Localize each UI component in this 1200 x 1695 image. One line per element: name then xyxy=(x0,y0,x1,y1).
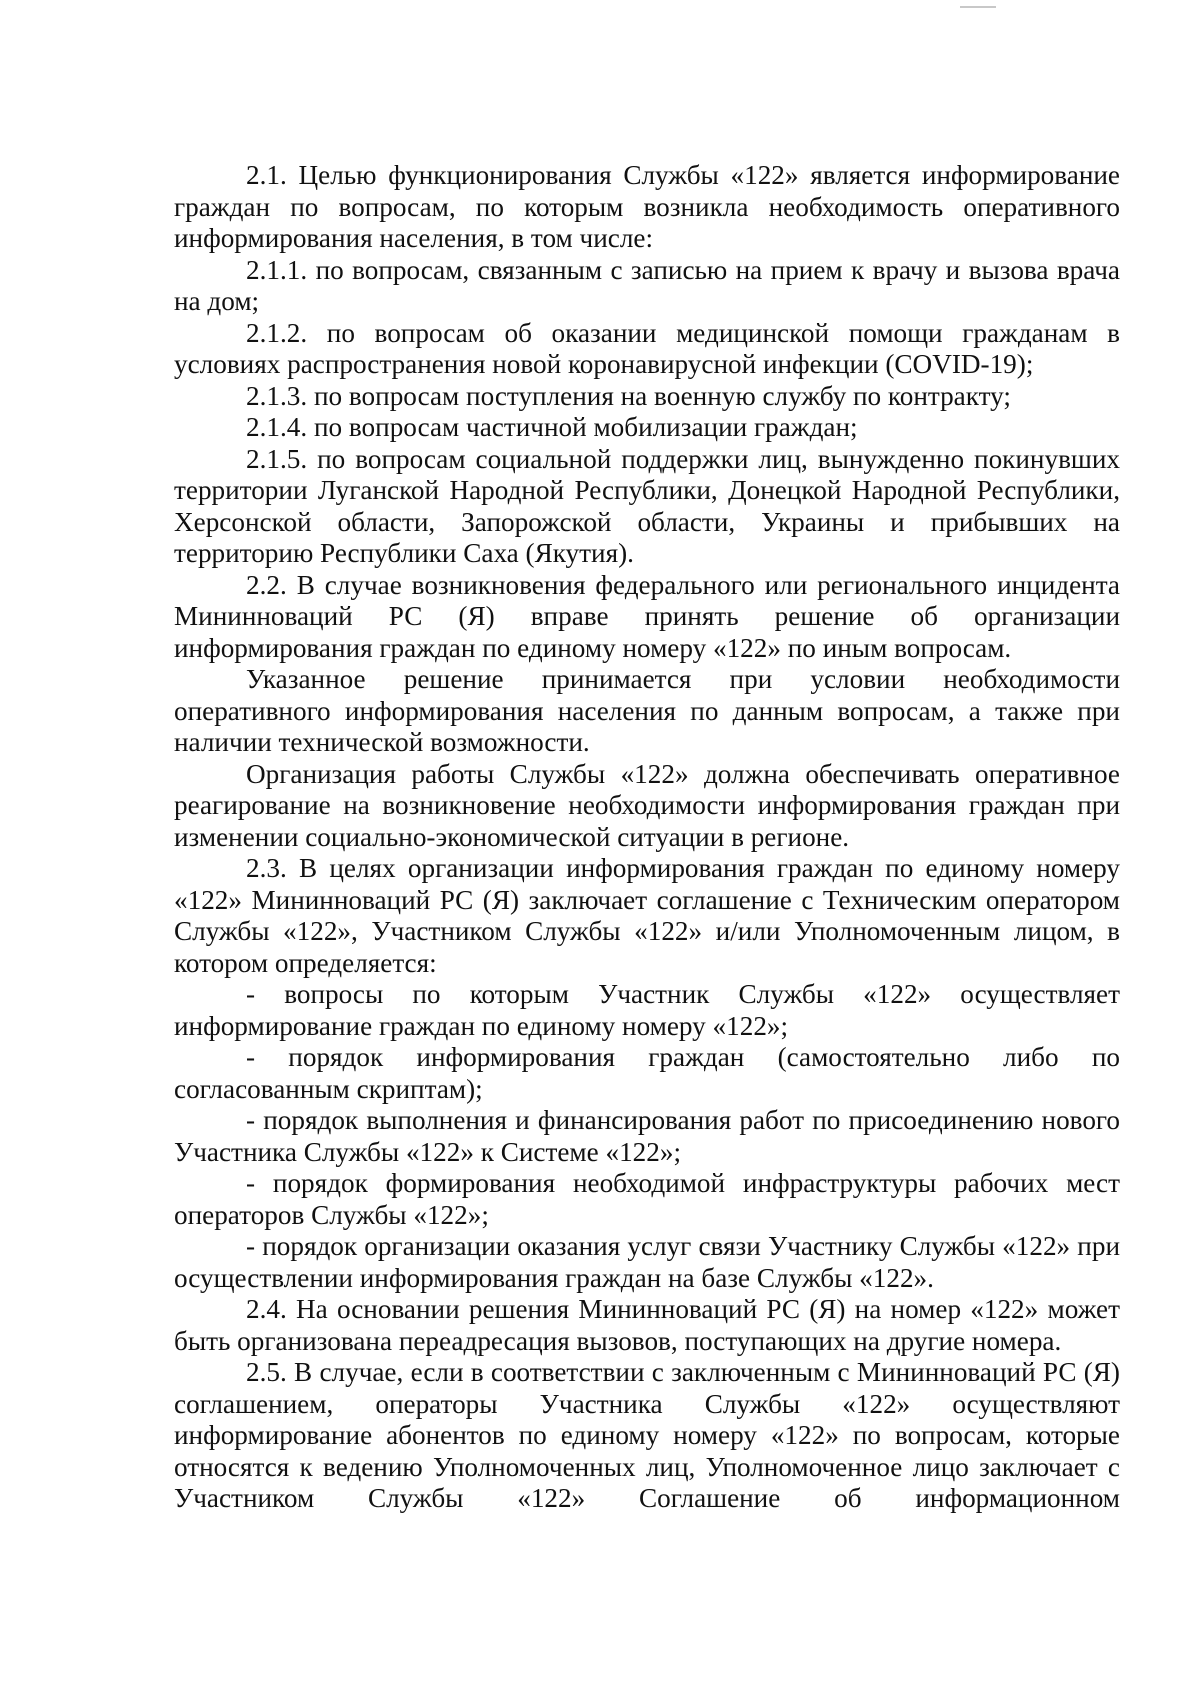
paragraph-2-3: 2.3. В целях организации информирования граждан по единому номеру «122» Мининноваций РС (Я) заключает соглашение с Техническим оператором Службы «122», Участником Службы «122» и/или Уполномоченным лицом, в котором определяется: xyxy=(174,853,1120,978)
paragraph-2-1-2: 2.1.2. по вопросам об оказании медицинской помощи гражданам в условиях распространения новой коронавирусной инфекции (COVID-19); xyxy=(174,317,1120,379)
paragraph-2-1-1: 2.1.1. по вопросам, связанным с записью на прием к врачу и вызова врача на дом; xyxy=(174,254,1120,316)
paragraph-2-1-4: 2.1.4. по вопросам частичной мобилизации граждан; xyxy=(246,412,858,442)
paragraph-decision: Указанное решение принимается при условии необходимости оперативного информирования населения по данным вопросам, а также при наличии технической возможности. xyxy=(174,664,1120,757)
document-body xyxy=(174,160,1120,1515)
paragraph-2-5: 2.5. В случае, если в соответствии с заключенным с Мининноваций РС (Я) соглашением, операторы Участника Службы «122» осуществляют информирование абонентов по единому номеру «122» по вопросам, которые относятся к ведению Уполномоченных лиц, Уполномоченное лицо заключает с Участником Службы «122» Соглашение об информационном xyxy=(174,1357,1120,1513)
paragraph-2-2: 2.2. В случае возникновения федерального или регионального инцидента Мининноваций РС (Я) вправе принять решение об организации информирования граждан по единому номеру «122» по иным вопросам. xyxy=(174,569,1120,663)
paragraph-organization: Организация работы Службы «122» должна обеспечивать оперативное реагирование на возникновение необходимости информирования граждан при изменении социально-экономической ситуации в регионе. xyxy=(174,758,1120,852)
scan-artifact xyxy=(960,6,996,8)
paragraph-2-1-5: 2.1.5. по вопросам социальной поддержки лиц, вынужденно покинувших территории Луганской Народной Республики, Донецкой Народной Республики, Херсонской области, Запорожской области, Украины и прибывших на территорию Республики Саха (Якутия). xyxy=(174,443,1120,568)
paragraph-2-4: 2.4. На основании решения Мининноваций РС (Я) на номер «122» может быть организована переадресация вызовов, поступающих на другие номера. xyxy=(174,1294,1120,1356)
paragraph-2-1-3: 2.1.3. по вопросам поступления на военную службу по контракту; xyxy=(246,380,1011,411)
list-item-connection-order: - порядок выполнения и финансирования работ по присоединению нового Участника Службы «122» к Системе «122»; xyxy=(174,1105,1120,1167)
list-item-informing-order: - порядок информирования граждан (самостоятельно либо по согласованным скриптам); xyxy=(174,1042,1120,1104)
list-item-infrastructure-order: - порядок формирования необходимой инфраструктуры рабочих мест операторов Службы «122»; xyxy=(174,1168,1120,1230)
paragraph-2-1: 2.1. Целью функционирования Службы «122» является информирование граждан по вопросам, по которым возникла необходимость оперативного информирования населения, в том числе: xyxy=(174,160,1120,253)
list-item-communication-order: - порядок организации оказания услуг связи Участнику Службы «122» при осуществлении информирования граждан на базе Службы «122». xyxy=(174,1231,1120,1293)
list-item-questions: - вопросы по которым Участник Службы «122» осуществляет информирование граждан по единому номеру «122»; xyxy=(174,979,1120,1041)
